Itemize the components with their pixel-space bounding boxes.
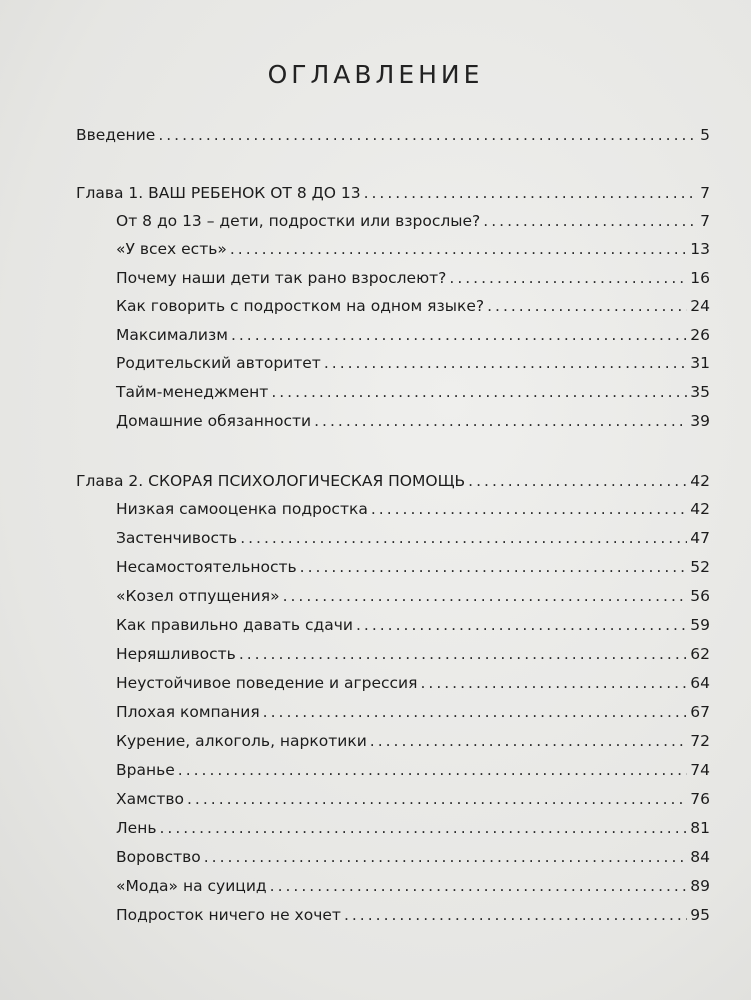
- toc-entry-label: Хамство: [116, 790, 184, 808]
- toc-entry[interactable]: [116, 323, 710, 347]
- toc-entry-page: 72: [690, 732, 710, 750]
- toc-chapter-1[interactable]: [76, 181, 710, 205]
- toc-entry-page: 31: [690, 354, 710, 372]
- toc-leader-dots: [344, 903, 687, 927]
- toc-entry-label: Неряшливость: [116, 645, 236, 663]
- toc-entry[interactable]: [116, 816, 710, 840]
- toc-entry-label: Тайм-менеджмент: [116, 383, 269, 401]
- toc-entry-page: 67: [690, 703, 710, 721]
- toc-leader-dots: [449, 266, 687, 290]
- toc-leader-dots: [324, 351, 687, 375]
- toc-entry-page: 26: [690, 326, 710, 344]
- toc-leader-dots: [230, 237, 687, 261]
- toc-entry[interactable]: [116, 700, 710, 724]
- toc-entry-label: Неустойчивое поведение и агрессия: [116, 674, 418, 692]
- toc-entry-page: 95: [690, 906, 710, 924]
- toc-entry-intro[interactable]: [76, 123, 710, 147]
- toc-entry[interactable]: [116, 237, 710, 261]
- toc-leader-dots: [240, 526, 687, 550]
- toc-entry-page: 59: [690, 616, 710, 634]
- toc-entry-page: 35: [690, 383, 710, 401]
- toc-leader-dots: [178, 758, 687, 782]
- toc-entry[interactable]: [116, 584, 710, 608]
- toc-entry-page: 16: [690, 269, 710, 287]
- toc-entry[interactable]: [116, 294, 710, 318]
- toc-entry-label: Плохая компания: [116, 703, 260, 721]
- toc-entry-label: Родительский авторитет: [116, 354, 321, 372]
- toc-entry-label: От 8 до 13 – дети, подростки или взрослые?: [116, 212, 481, 230]
- toc-entry[interactable]: [116, 642, 710, 666]
- toc-entry-label: Домашние обязанности: [116, 412, 312, 430]
- toc-leader-dots: [483, 209, 697, 233]
- toc-entry[interactable]: [116, 874, 710, 898]
- toc-leader-dots: [420, 671, 687, 695]
- toc-leader-dots: [187, 787, 687, 811]
- toc-entry-page: 76: [690, 790, 710, 808]
- toc-leader-dots: [263, 700, 688, 724]
- toc-entry[interactable]: [116, 903, 710, 927]
- toc-chapter-label: Глава 1. ВАШ РЕБЕНОК ОТ 8 ДО 13: [76, 184, 361, 202]
- toc-entry-label: Курение, алкоголь, наркотики: [116, 732, 367, 750]
- toc-entry[interactable]: [116, 671, 710, 695]
- toc-entry[interactable]: [116, 380, 710, 404]
- toc-entry[interactable]: [116, 409, 710, 433]
- toc-chapter-label: Глава 2. СКОРАЯ ПСИХОЛОГИЧЕСКАЯ ПОМОЩЬ: [76, 472, 466, 490]
- toc-entry-page: 62: [690, 645, 710, 663]
- toc-entry-label: Вранье: [116, 761, 175, 779]
- toc-entry-page: 64: [690, 674, 710, 692]
- toc-entry[interactable]: [116, 555, 710, 579]
- toc-entry-page: 47: [690, 529, 710, 547]
- toc-leader-dots: [468, 469, 687, 493]
- toc-entry[interactable]: [116, 845, 710, 869]
- toc-leader-dots: [159, 816, 687, 840]
- toc-entry-page: 24: [690, 297, 710, 315]
- toc-entry-page: 13: [690, 240, 710, 258]
- toc-entry[interactable]: [116, 787, 710, 811]
- toc-entry[interactable]: [116, 351, 710, 375]
- toc-leader-dots: [239, 642, 687, 666]
- toc-chapter-2[interactable]: [76, 469, 710, 493]
- toc-entry-label: Несамостоятельность: [116, 558, 297, 576]
- toc-leader-dots: [204, 845, 688, 869]
- toc-entry-page: 5: [700, 126, 710, 144]
- toc-leader-dots: [364, 181, 698, 205]
- toc-leader-dots: [270, 874, 688, 898]
- toc-entry-page: 52: [690, 558, 710, 576]
- toc-entry-label: Низкая самооценка подростка: [116, 500, 368, 518]
- toc-entry[interactable]: [116, 266, 710, 290]
- toc-entry-label: Как говорить с подростком на одном языке?: [116, 297, 485, 315]
- toc-entry-page: 84: [690, 848, 710, 866]
- toc-entry[interactable]: [116, 613, 710, 637]
- toc-entry-label: Максимализм: [116, 326, 228, 344]
- toc-leader-dots: [283, 584, 688, 608]
- toc-leader-dots: [314, 409, 687, 433]
- toc-entry-page: 89: [690, 877, 710, 895]
- toc-entry-page: 56: [690, 587, 710, 605]
- toc-chapter-page: 42: [690, 472, 710, 490]
- toc-leader-dots: [231, 323, 687, 347]
- toc-leader-dots: [370, 729, 687, 753]
- toc-entry-label: Как правильно давать сдачи: [116, 616, 353, 634]
- toc-entry-label: «Козел отпущения»: [116, 587, 280, 605]
- toc-entry-label: «Мода» на суицид: [116, 877, 267, 895]
- toc-entry-label: «У всех есть»: [116, 240, 227, 258]
- toc-entry-label: Введение: [76, 126, 156, 144]
- toc-leader-dots: [487, 294, 687, 318]
- toc-entry-label: Воровство: [116, 848, 201, 866]
- toc-leader-dots: [300, 555, 688, 579]
- toc-entry-page: 42: [690, 500, 710, 518]
- page-title: ОГЛАВЛЕНИЕ: [267, 60, 484, 89]
- toc-entry-label: Почему наши дети так рано взрослеют?: [116, 269, 447, 287]
- toc-chapter-page: 7: [700, 184, 710, 202]
- toc-entry-label: Лень: [116, 819, 157, 837]
- toc-leader-dots: [271, 380, 687, 404]
- toc-leader-dots: [356, 613, 687, 637]
- toc-entry[interactable]: [116, 209, 710, 233]
- toc-entry-label: Подросток ничего не хочет: [116, 906, 341, 924]
- toc-leader-dots: [158, 123, 697, 147]
- toc-leader-dots: [371, 497, 687, 521]
- toc-entry[interactable]: [116, 758, 710, 782]
- toc-entry-label: Застенчивость: [116, 529, 238, 547]
- toc-entry-page: 7: [700, 212, 710, 230]
- toc-entry[interactable]: [116, 729, 710, 753]
- toc-entry[interactable]: [116, 526, 710, 550]
- toc-entry-page: 39: [690, 412, 710, 430]
- toc-entry-page: 81: [690, 819, 710, 837]
- toc-entry-page: 74: [690, 761, 710, 779]
- toc-entry[interactable]: [116, 497, 710, 521]
